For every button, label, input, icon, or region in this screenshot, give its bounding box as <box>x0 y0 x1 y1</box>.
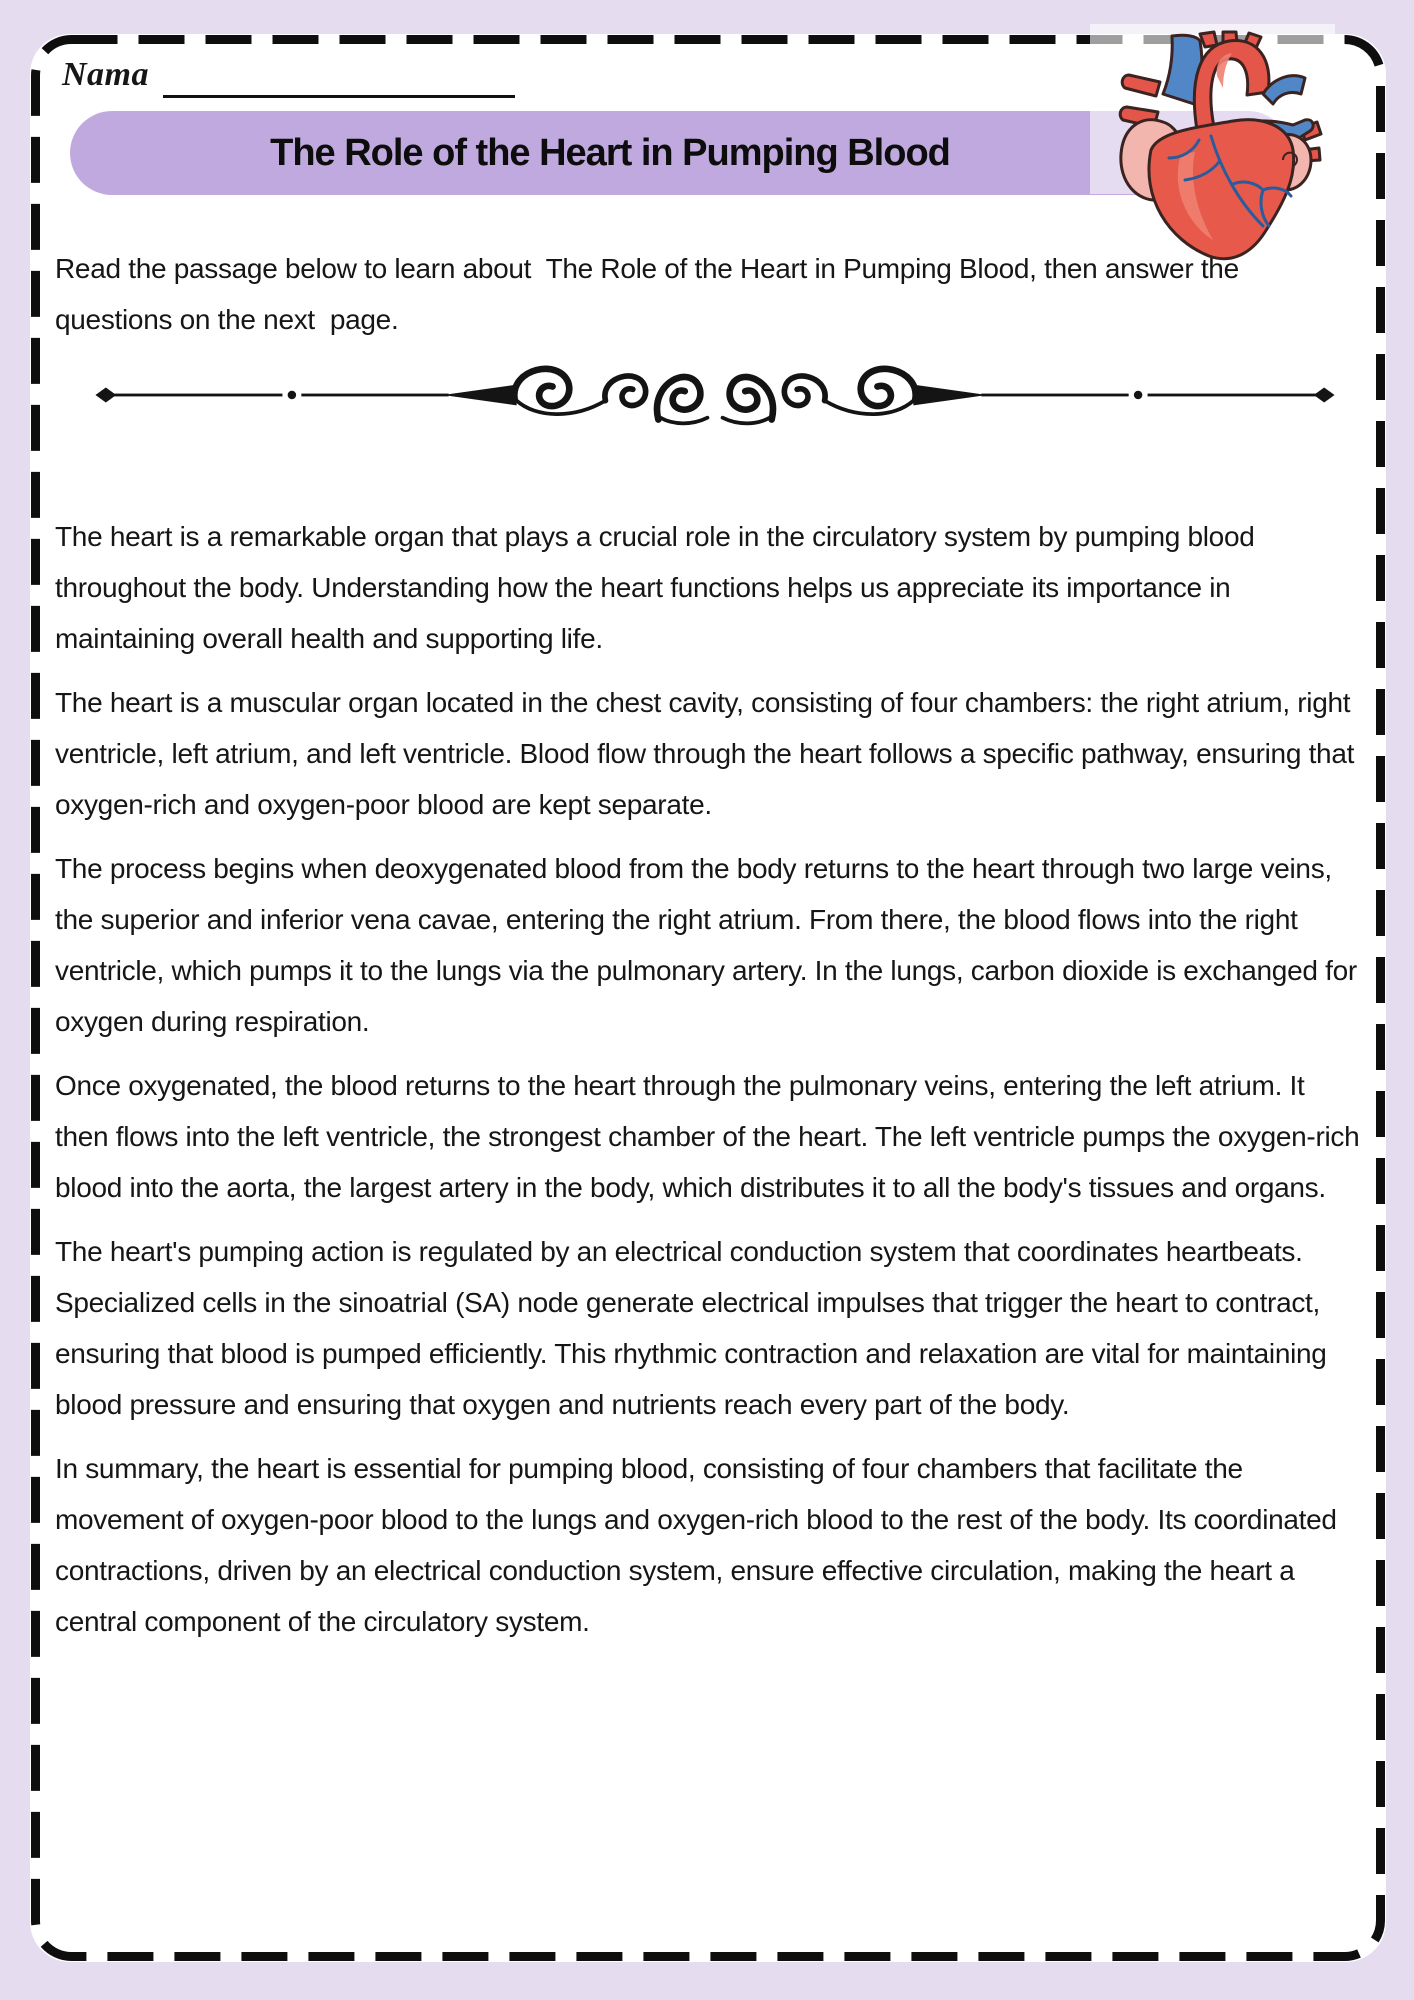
anatomical-heart-icon <box>1090 24 1335 264</box>
page-content <box>30 34 1386 1647</box>
passage-paragraph: Once oxygenated, the blood returns to the heart through the pulmonary veins, entering the left atrium. It then flows into the left ventricle, the strongest chamber of the heart. The left ventricle pumps the oxygen-rich blood into the aorta, the largest artery in the body, which distributes it to all the body's tissues and organs. <box>55 1070 1367 1203</box>
passage <box>55 511 1367 1647</box>
divider-flourish <box>55 361 1375 429</box>
passage-paragraph: The process begins when deoxygenated blood from the body returns to the heart through two large veins, the superior and inferior vena cavae, entering the right atrium. From there, the blood flows into the right ventricle, which pumps it to the lungs via the pulmonary artery. In the lungs, carbon dioxide is exchanged for oxygen during respiration. <box>55 853 1365 1037</box>
passage-paragraph: The heart's pumping action is regulated by an electrical conduction system that coordinates heartbeats. Specialized cells in the sinoatrial (SA) node generate electrical impulses that trigger the heart to contract, ensuring that blood is pumped efficiently. This rhythmic contraction and relaxation are vital for maintaining blood pressure and ensuring that oxygen and nutrients reach every part of the body. <box>55 1236 1335 1420</box>
passage-paragraph: The heart is a muscular organ located in the chest cavity, consisting of four chambers: the right atrium, right ventricle, left atrium, and left ventricle. Blood flow through the heart follows a specific pathway, ensuring that oxygen-rich and oxygen-poor blood are kept separate. <box>55 687 1362 820</box>
passage-paragraph: The heart is a remarkable organ that plays a crucial role in the circulatory system by pumping blood throughout the body. Understanding how the heart functions helps us appreciate its importance in maintaining overall health and supporting life. <box>55 521 1262 654</box>
passage-paragraph: In summary, the heart is essential for pumping blood, consisting of four chambers that facilitate the movement of oxygen-poor blood to the lungs and oxygen-rich blood to the rest of the body. Its coordinated contractions, driven by an electrical conduction system, ensure effective circulation, making the heart a central component of the circulatory system. <box>55 1453 1345 1637</box>
name-label: Nama <box>62 56 149 93</box>
page-title: The Role of the Heart in Pumping Blood <box>270 131 950 174</box>
anatomical-heart-illustration <box>1090 24 1335 264</box>
intro-text: Read the passage below to learn about The Role of the Heart in Pumping Blood, then answer the questions on the next page. <box>55 253 1247 335</box>
worksheet-page <box>30 34 1386 1962</box>
name-line[interactable] <box>163 59 515 98</box>
